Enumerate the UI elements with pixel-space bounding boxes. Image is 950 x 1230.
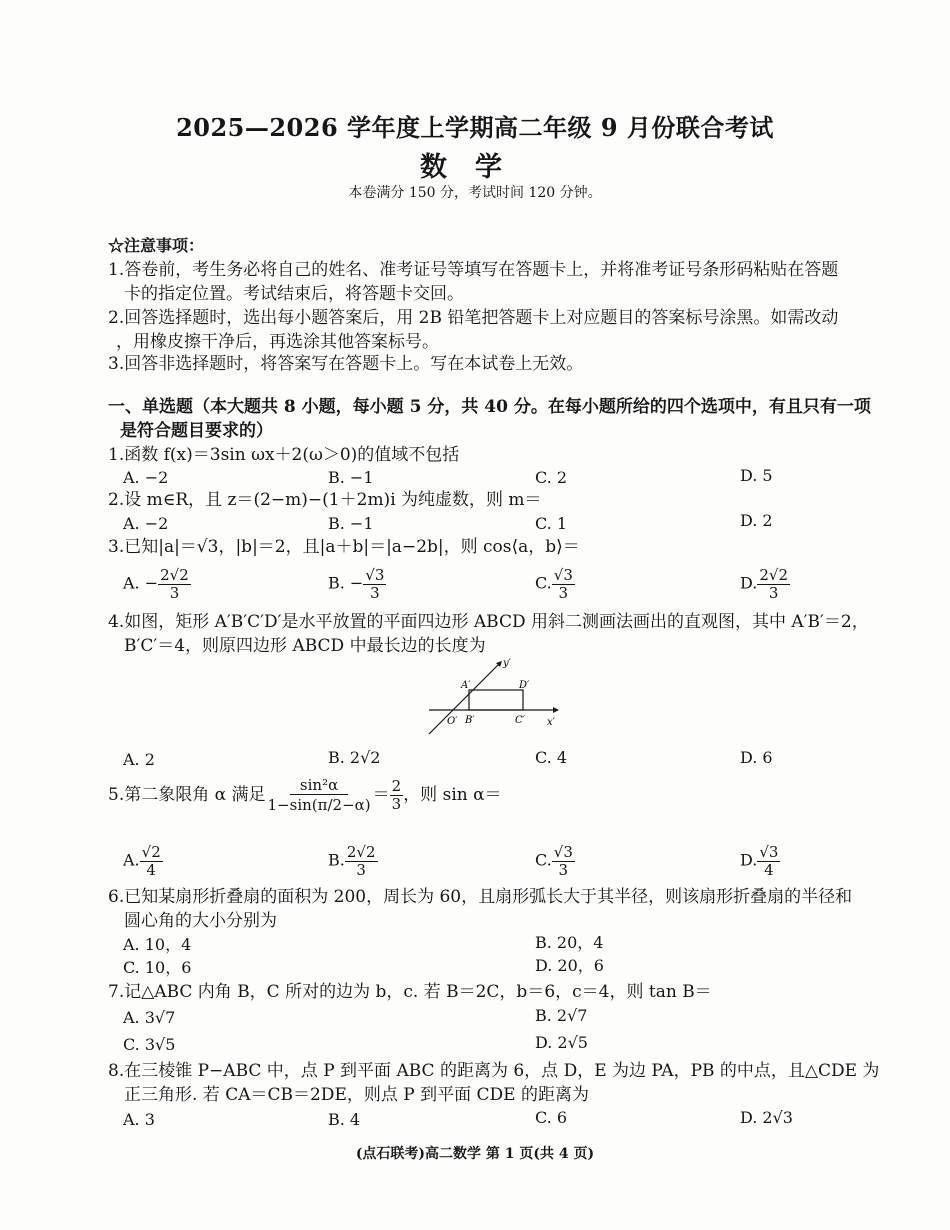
q5-a-denominator: 4 bbox=[146, 860, 156, 879]
y-axis-line bbox=[429, 664, 499, 734]
q5-b-prefix: B. bbox=[328, 850, 345, 870]
q1-stem: 1.函数 f(x)＝3sin ωx＋2(ω＞0)的值域不包括 bbox=[108, 445, 460, 465]
q2-option-b: B. −1 bbox=[328, 514, 374, 533]
q6-option-c: C. 10，6 bbox=[123, 958, 192, 977]
page-footer: (点石联考)高二数学 第 1 页(共 4 页) bbox=[355, 1146, 595, 1162]
q3-c-prefix: C. bbox=[535, 573, 552, 593]
label-x: x′ bbox=[547, 717, 555, 728]
q3-d-denominator: 3 bbox=[768, 583, 779, 602]
q2-option-d: D. 2 bbox=[740, 511, 773, 530]
label-d: D′ bbox=[519, 680, 530, 691]
q5-option-b bbox=[328, 844, 378, 878]
q5-b-denominator: 3 bbox=[356, 860, 366, 879]
q1-option-b: B. −1 bbox=[328, 468, 374, 487]
q3-stem: 3.已知|a|＝√3，|b|＝2，且|a＋b|＝|a−2b|，则 cos⟨a，b⟩＝ bbox=[108, 537, 580, 557]
note-3: 3.回答非选择题时，将答案写在答题卡上。写在本试卷上无效。 bbox=[108, 354, 584, 374]
q8-option-a: A. 3 bbox=[123, 1110, 155, 1129]
section-heading-2: 是符合题目要求的） bbox=[120, 421, 273, 441]
q5-stem bbox=[108, 777, 502, 813]
q5-c-denominator: 3 bbox=[558, 860, 569, 879]
q5-stem-suffix: ，则 sin α＝ bbox=[403, 784, 502, 805]
note-1b: 卡的指定位置。考试结束后，将答题卡交回。 bbox=[124, 284, 464, 304]
q4-stem-2: B′C′＝4，则原四边形 ABCD 中最长边的长度为 bbox=[124, 636, 486, 656]
q3-d-fraction bbox=[757, 567, 790, 601]
q3-c-numerator: √3 bbox=[553, 566, 573, 584]
q1-option-c: C. 2 bbox=[535, 468, 568, 487]
q5-d-numerator: √3 bbox=[759, 843, 779, 861]
q5-d-fraction bbox=[757, 844, 780, 878]
q2-option-c: C. 1 bbox=[535, 514, 568, 533]
x-axis-arrow bbox=[553, 707, 559, 713]
q6-stem-2: 圆心角的大小分别为 bbox=[124, 911, 277, 931]
q5-c-fraction bbox=[552, 844, 575, 878]
q3-d-prefix: D. bbox=[740, 573, 758, 593]
section-heading-1: 一、单选题（本大题共 8 小题，每小题 5 分，共 40 分。在每小题所给的四个选项中，有且只有一项 bbox=[108, 397, 871, 417]
q5-a-fraction bbox=[140, 844, 163, 878]
q3-d-numerator: 2√2 bbox=[759, 566, 788, 584]
q5-b-fraction bbox=[345, 844, 378, 878]
q7-option-c: C. 3√5 bbox=[123, 1035, 176, 1054]
q2-option-a: A. −2 bbox=[123, 514, 169, 533]
exam-title: 2025—2026 学年度上学期高二年级 9 月份联合考试 bbox=[176, 113, 774, 142]
q5-option-c bbox=[535, 844, 575, 878]
q3-a-prefix: A. − bbox=[123, 573, 159, 593]
q8-option-d: D. 2√3 bbox=[740, 1108, 793, 1127]
note-1a: 1.答卷前，考生务必将自己的姓名、准考证号等填写在答题卡上，并将准考证号条形码粘贴在答题 bbox=[108, 260, 839, 280]
q5-a-prefix: A. bbox=[123, 850, 140, 870]
q5-a-numerator: √2 bbox=[141, 843, 161, 861]
rectangle-abcd bbox=[469, 690, 523, 710]
label-o: O′ bbox=[447, 716, 458, 727]
q8-option-b: B. 4 bbox=[328, 1110, 361, 1129]
q5-d-denominator: 4 bbox=[764, 860, 774, 879]
q7-option-a: A. 3√7 bbox=[123, 1008, 176, 1027]
q5-c-prefix: C. bbox=[535, 850, 552, 870]
note-2a: 2.回答选择题时，选出每小题答案后，用 2B 铅笔把答题卡上对应题目的答案标号涂黑。如需改动 bbox=[108, 308, 839, 328]
q5-ratio-numerator: 2 bbox=[391, 777, 402, 795]
label-b: B′ bbox=[465, 715, 475, 726]
q3-b-numerator: √3 bbox=[365, 566, 385, 584]
q3-b-prefix: B. − bbox=[328, 573, 364, 593]
q1-option-a: A. −2 bbox=[123, 468, 169, 487]
q8-stem-2: 正三角形. 若 CA＝CB＝2DE，则点 P 到平面 CDE 的距离为 bbox=[124, 1085, 589, 1105]
q4-figure bbox=[425, 652, 565, 742]
q4-option-b: B. 2√2 bbox=[328, 748, 381, 767]
q8-stem-1: 8.在三棱锥 P−ABC 中，点 P 到平面 ABC 的距离为 6，点 D，E 为边 PA，PB 的中点，且△CDE 为 bbox=[108, 1061, 880, 1081]
q3-option-a bbox=[123, 567, 191, 601]
q3-a-fraction bbox=[158, 567, 191, 601]
q6-stem-1: 6.已知某扇形折叠扇的面积为 200，周长为 60，且扇形弧长大于其半径，则该扇形折叠扇的半径和 bbox=[108, 887, 853, 907]
q8-option-c: C. 6 bbox=[535, 1108, 568, 1127]
q5-equals: ＝ bbox=[372, 784, 390, 805]
q3-b-denominator: 3 bbox=[370, 583, 380, 602]
q7-option-b: B. 2√7 bbox=[535, 1006, 588, 1025]
q6-option-b: B. 20，4 bbox=[535, 933, 604, 952]
q3-option-d bbox=[740, 567, 790, 601]
q3-a-denominator: 3 bbox=[169, 583, 180, 602]
q7-option-d: D. 2√5 bbox=[535, 1033, 588, 1052]
q1-option-d: D. 5 bbox=[740, 466, 773, 485]
label-a: A′ bbox=[461, 680, 471, 691]
q5-option-d bbox=[740, 844, 780, 878]
q5-ratio-fraction bbox=[390, 778, 404, 812]
q5-option-a bbox=[123, 844, 163, 878]
q5-numerator: sin²α bbox=[290, 777, 348, 795]
q4-option-d: D. 6 bbox=[740, 748, 773, 767]
note-2b: ，用橡皮擦干净后，再选涂其他答案标号。 bbox=[116, 332, 439, 352]
q5-b-numerator: 2√2 bbox=[346, 843, 376, 861]
q5-stem-prefix: 5.第二象限角 α 满足 bbox=[108, 784, 266, 805]
q5-ratio-denominator: 3 bbox=[391, 794, 402, 813]
q5-main-fraction bbox=[266, 777, 373, 813]
q5-c-numerator: √3 bbox=[553, 843, 573, 861]
q7-stem: 7.记△ABC 内角 B，C 所对的边为 b，c. 若 B＝2C，b＝6，c＝4，则 tan B＝ bbox=[108, 982, 712, 1002]
notes-heading: ☆注意事项： bbox=[108, 236, 205, 255]
q3-a-numerator: 2√2 bbox=[160, 566, 189, 584]
subject-title: 数学 bbox=[420, 152, 530, 183]
q4-option-c: C. 4 bbox=[535, 748, 568, 767]
q3-c-fraction bbox=[552, 567, 575, 601]
label-c: C′ bbox=[515, 715, 525, 726]
q3-option-b bbox=[328, 567, 386, 601]
q3-option-c bbox=[535, 567, 575, 601]
q5-denominator: 1−sin(π/2−α) bbox=[267, 795, 371, 814]
exam-info: 本卷满分 150 分，考试时间 120 分钟。 bbox=[348, 185, 602, 201]
q3-b-fraction bbox=[363, 567, 386, 601]
q2-stem: 2.设 m∈R，且 z＝(2−m)−(1＋2m)i 为纯虚数，则 m＝ bbox=[108, 490, 542, 510]
q6-option-a: A. 10，4 bbox=[123, 935, 192, 954]
q6-option-d: D. 20，6 bbox=[535, 956, 604, 975]
q3-c-denominator: 3 bbox=[558, 583, 569, 602]
q4-option-a: A. 2 bbox=[123, 750, 155, 769]
label-y: y′ bbox=[503, 658, 511, 669]
q4-stem-1: 4.如图，矩形 A′B′C′D′是水平放置的平面四边形 ABCD 用斜二测画法画出的直观图，其中 A′B′＝2， bbox=[108, 612, 869, 632]
q5-d-prefix: D. bbox=[740, 850, 758, 870]
